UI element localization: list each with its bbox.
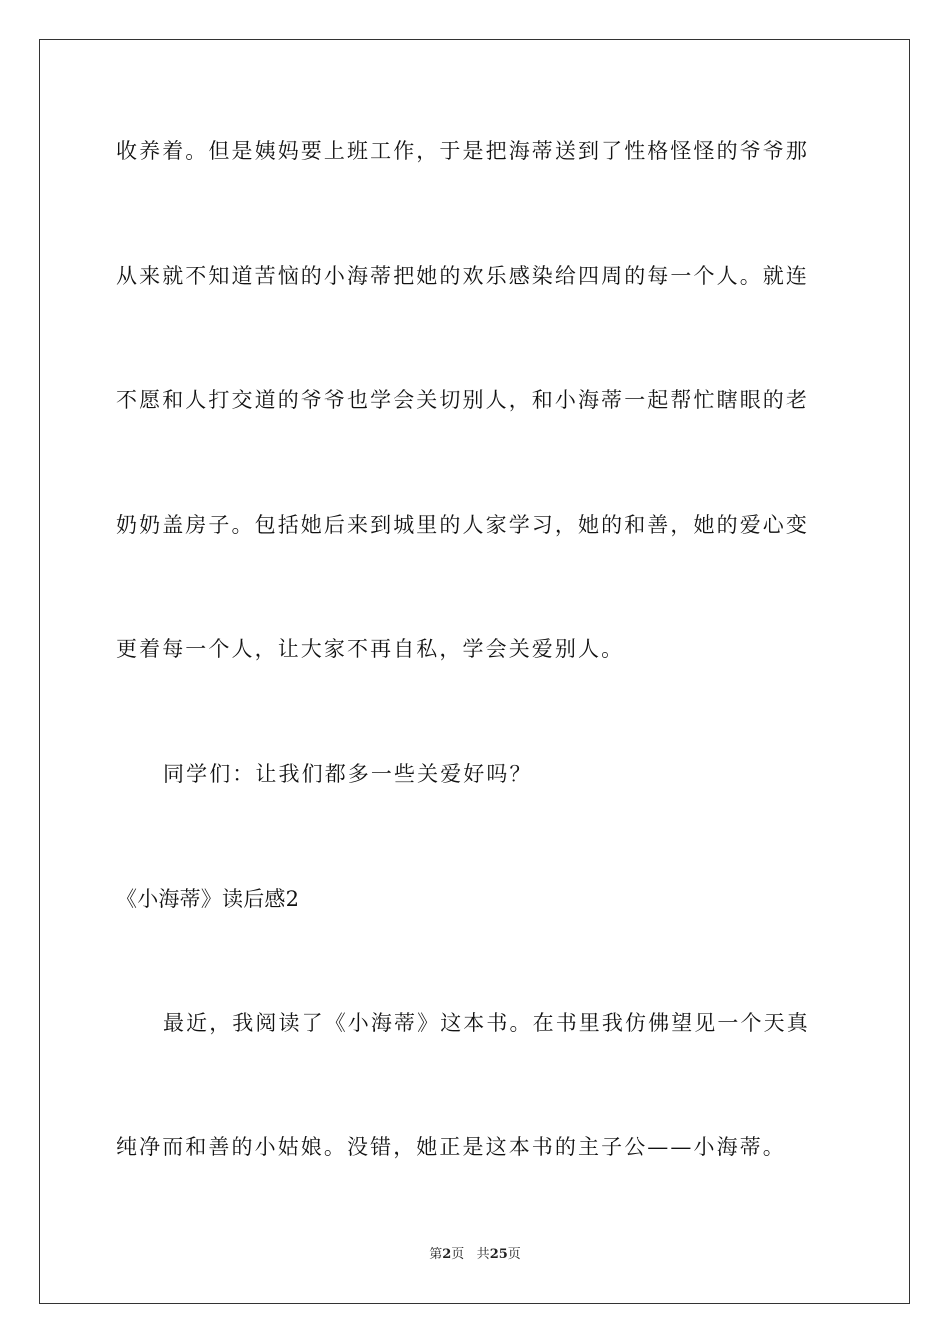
footer-total-prefix: 共 — [476, 1247, 490, 1262]
body-text-line: 更着每一个人，让大家不再自私，学会关爱别人。 — [116, 637, 625, 661]
page-border — [39, 39, 910, 1304]
section-heading: 《小海蒂》读后感2 — [116, 887, 300, 911]
footer-total-suffix: 页 — [507, 1247, 521, 1262]
page-footer — [0, 1246, 950, 1264]
footer-total-pages: 25 — [489, 1247, 508, 1262]
body-text-line: 收养着。但是姨妈要上班工作，于是把海蒂送到了性格怪怪的爷爷那 — [116, 139, 809, 163]
footer-page-suffix: 页 — [451, 1247, 465, 1262]
footer-page-number: 2 — [442, 1247, 452, 1262]
footer-prefix: 第 — [429, 1247, 443, 1262]
body-text-paragraph: 同学们：让我们都多一些关爱好吗？ — [163, 762, 533, 786]
body-text-line: 不愿和人打交道的爷爷也学会关切别人，和小海蒂一起帮忙瞎眼的老 — [116, 388, 809, 412]
body-text-line: 纯净而和善的小姑娘。没错，她正是这本书的主子公——小海蒂。 — [116, 1135, 786, 1159]
body-text-paragraph: 最近，我阅读了《小海蒂》这本书。在书里我仿佛望见一个天真 — [163, 1011, 810, 1035]
body-text-line: 奶奶盖房子。包括她后来到城里的人家学习，她的和善，她的爱心变 — [116, 513, 809, 537]
body-text-line: 从来就不知道苦恼的小海蒂把她的欢乐感染给四周的每一个人。就连 — [116, 264, 809, 288]
